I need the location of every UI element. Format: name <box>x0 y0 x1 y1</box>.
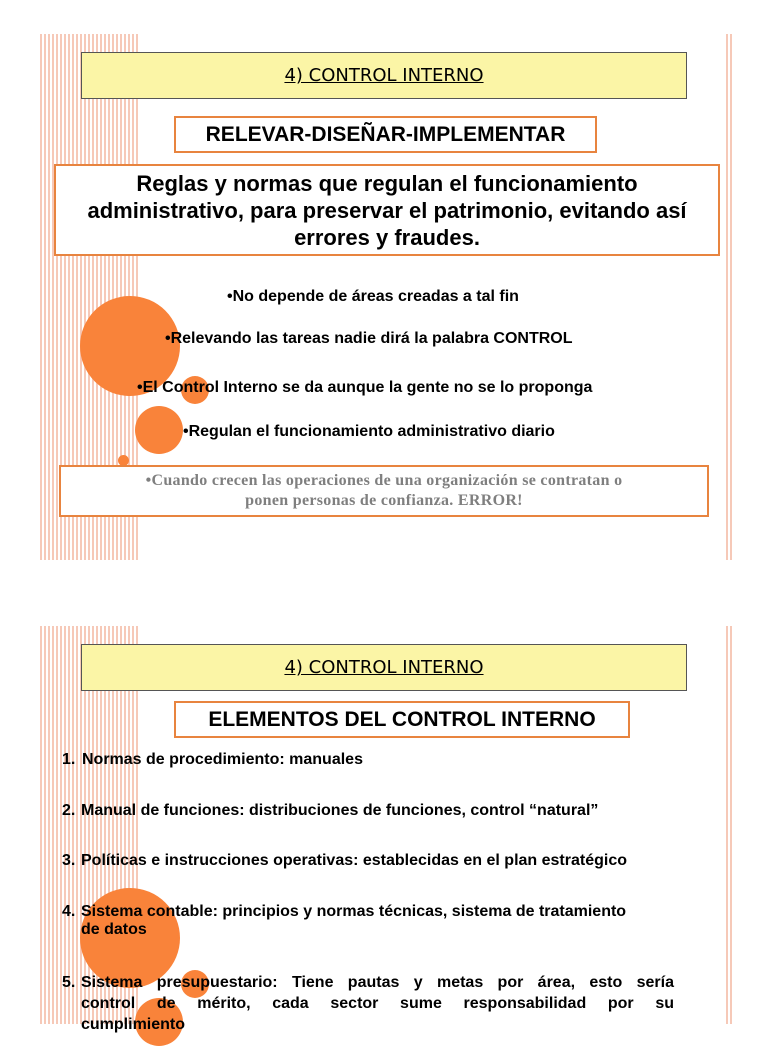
decorative-circle-medium <box>135 406 183 454</box>
slide-title: 4) CONTROL INTERNO <box>284 657 484 678</box>
definition-line: errores y fraudes. <box>294 224 480 250</box>
item-text: Manual de funciones: distribuciones de funciones, control “natural” <box>81 802 599 819</box>
note-line: •Cuando crecen las operaciones de una organización se contratan o <box>145 472 623 489</box>
element-item <box>62 903 702 939</box>
decorative-stripe-right <box>726 626 732 1024</box>
element-item <box>62 802 702 820</box>
element-item <box>62 852 712 870</box>
item-number: 5. <box>62 974 76 991</box>
item-text: Normas de procedimiento: manuales <box>82 751 363 768</box>
slide-title-box <box>81 52 687 99</box>
bullet-item: •El Control Interno se da aunque la gente no se lo proponga <box>137 379 593 396</box>
item-number: 4. <box>62 903 76 920</box>
subtitle: RELEVAR-DISEÑAR-IMPLEMENTAR <box>205 122 566 146</box>
item-number: 3. <box>62 852 76 869</box>
slide-title-box <box>81 644 687 691</box>
item-text: Sistema presupuestario: Tiene pautas y metas por área, esto sería <box>81 974 674 991</box>
element-item <box>62 972 674 1035</box>
element-item <box>62 751 682 769</box>
item-text: Sistema contable: principios y normas técnicas, sistema de tratamiento <box>81 903 627 920</box>
bullet-item: •Regulan el funcionamiento administrativo diario <box>183 423 555 440</box>
slide-2 <box>0 626 768 1033</box>
item-text: cumplimiento <box>81 1016 186 1033</box>
subtitle: ELEMENTOS DEL CONTROL INTERNO <box>208 707 596 731</box>
item-number: 2. <box>62 802 76 819</box>
item-number: 1. <box>62 751 76 768</box>
bullet-item: •Relevando las tareas nadie dirá la palabra CONTROL <box>165 330 573 347</box>
slide-title: 4) CONTROL INTERNO <box>284 65 484 86</box>
decorative-stripe-right <box>726 34 732 560</box>
subtitle-box <box>174 701 630 738</box>
subtitle-box <box>174 116 597 153</box>
item-text: Políticas e instrucciones operativas: establecidas en el plan estratégico <box>81 852 627 869</box>
definition-box <box>54 164 720 256</box>
definition-line: Reglas y normas que regulan el funcionamiento <box>136 170 638 196</box>
item-text: control de mérito, cada sector sume responsabilidad por su <box>81 995 674 1012</box>
definition-line: administrativo, para preservar el patrimonio, evitando así <box>87 197 687 223</box>
note-line: ponen personas de confianza. ERROR! <box>245 492 523 509</box>
note-box <box>59 465 709 517</box>
item-text: de datos <box>81 921 147 938</box>
bullet-item: •No depende de áreas creadas a tal fin <box>227 288 519 305</box>
